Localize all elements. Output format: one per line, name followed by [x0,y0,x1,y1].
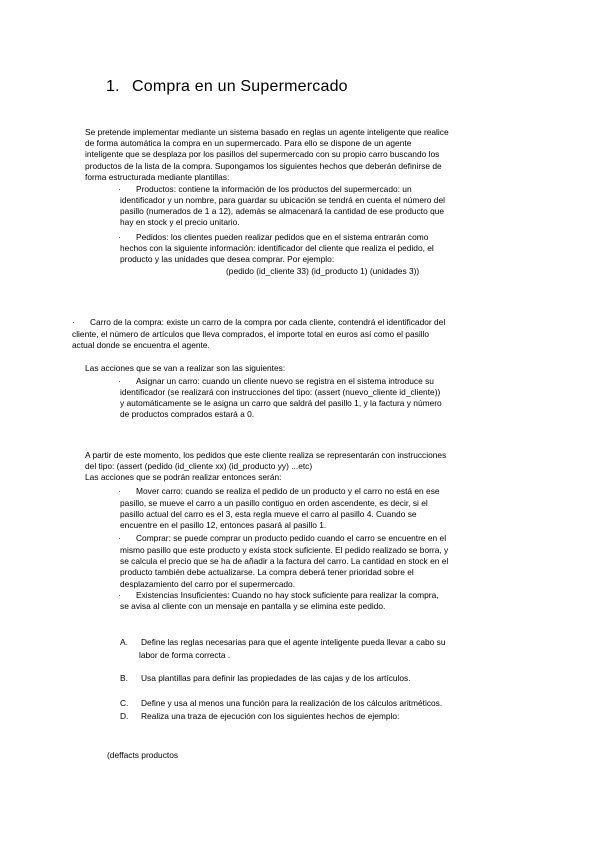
question-a-continuation: labor de forma correcta . [139,650,231,660]
intro-line: inteligente que se desplaza por los pasillos del supermercado con su propio carro buscando los [85,149,440,160]
comprar-continuation: mismo pasillo que este producto y exista stock suficiente. El pedido realizado se borra, y se calcula el precio que se ha de añadir a la factura del carro. La cantidad en stock en el producto también debe actualizarse. La compra deberá tener prioridad sobre el desplazamiento del carro por el supermercado. [120,545,449,589]
intro-line: productos de la lista de la compra. Supongamos los siguientes hechos que deberán definirse de [85,160,442,171]
question-letter: A. [120,637,128,647]
question-letter: B. [120,673,128,683]
bullet: · [118,533,121,543]
bullet: · [118,232,121,242]
intro-paragraph [85,127,449,183]
productos-continuation: identificador y un nombre, para guardar su ubicación se tendrá en cuenta el número del pasillo (numerados de 1 a 12), además se almacenará la cantidad de ese producto que hay en stock y el precio unitario. [120,195,445,228]
asignar-continuation: identificador (se realizará con instrucciones del tipo: (assert (nuevo_cliente id_cliente)) y automáticamente se le asigna un carro que saldrá del pasillo 1, y la factura y número de productos comprados estará a 0. [120,387,442,420]
intro-line: forma estructurada mediante plantillas: [85,171,230,182]
mover-item: · Mover carro: cuando se realiza el pedido de un producto y el carro no está en ese [118,486,440,496]
question-letter: C. [120,698,129,708]
bullet: · [118,590,121,600]
after-paragraph: A partir de este momento, los pedidos que este cliente realiza se representarán con instrucciones del tipo: (assert (pedido (id_cliente xx) (id_producto yy) ...etc) Las acciones que se podrán realizar entonces serán: [85,450,447,483]
bullet: · [118,486,121,496]
question-c: C. Define y usa al menos una función para la realización de los cálculos aritméticos. [120,698,443,708]
section-heading [106,78,348,96]
bullet: · [118,184,121,194]
actions-intro: Las acciones que se van a realizar son las siguientes: [85,363,286,373]
asignar-item: · Asignar un carro: cuando un cliente nuevo se registra en el sistema introduce su [118,376,434,386]
pedidos-continuation: hechos con la siguiente información: identificador del cliente que realiza el pedido, el producto y las unidades que desea comprar. Por ejemplo: [120,243,434,265]
carro-item: · Carro de la compra: existe un carro de la compra por cada cliente, contendrá el identificador del [72,317,446,327]
question-b: B. Usa plantillas para definir las propiedades de las cajas y de los artículos. [120,673,411,683]
productos-item: · Productos: contiene la información de los productos del supermercado: un [118,184,412,194]
intro-line: Se pretende implementar mediante un sistema basado en reglas un agente inteligente que realice [85,127,449,137]
intro-line: de forma automática la compra en un supermercado. Para ello se dispone de un agente [85,138,412,149]
carro-continuation: cliente, el número de artículos que lleva comprados, el importe total en euros así como el pasillo actual donde se encuentra el agente. [72,329,430,351]
section-title: Compra en un Supermercado [132,78,348,95]
pedidos-item: · Pedidos: los clientes pueden realizar pedidos que en el sistema entrarán como [118,232,429,242]
question-a: A. Define las reglas necesarias para que el agente inteligente pueda llevar a cabo su [120,637,446,647]
section-number: 1. [106,78,120,95]
bullet: · [118,376,121,386]
bullet: · [72,317,75,327]
pedido-example: (pedido (id_cliente 33) (id_producto 1) (unidades 3)) [226,266,420,276]
question-letter: D. [120,711,129,721]
existencias-continuation: se avisa al cliente con un mensaje en pantalla y se elimina este pedido. [120,601,386,611]
deffacts-code: (deffacts productos [107,750,179,760]
existencias-item: · Existencias Insuficientes: Cuando no hay stock suficiente para realizar la compra, [118,590,439,600]
question-d: D. Realiza una traza de ejecución con los siguientes hechos de ejemplo: [120,711,400,721]
mover-continuation: pasillo, se mueve el carro a un pasillo contiguo en orden ascendente, es decir, si el pasillo actual del carro es el 3, esta regla mueve el carro al pasillo 4. Cuando se encuentre en el pasillo 12, entonces pasará al pasillo 1. [120,498,428,531]
comprar-item: · Comprar: se puede comprar un producto pedido cuando el carro se encuentre en el [118,533,447,543]
